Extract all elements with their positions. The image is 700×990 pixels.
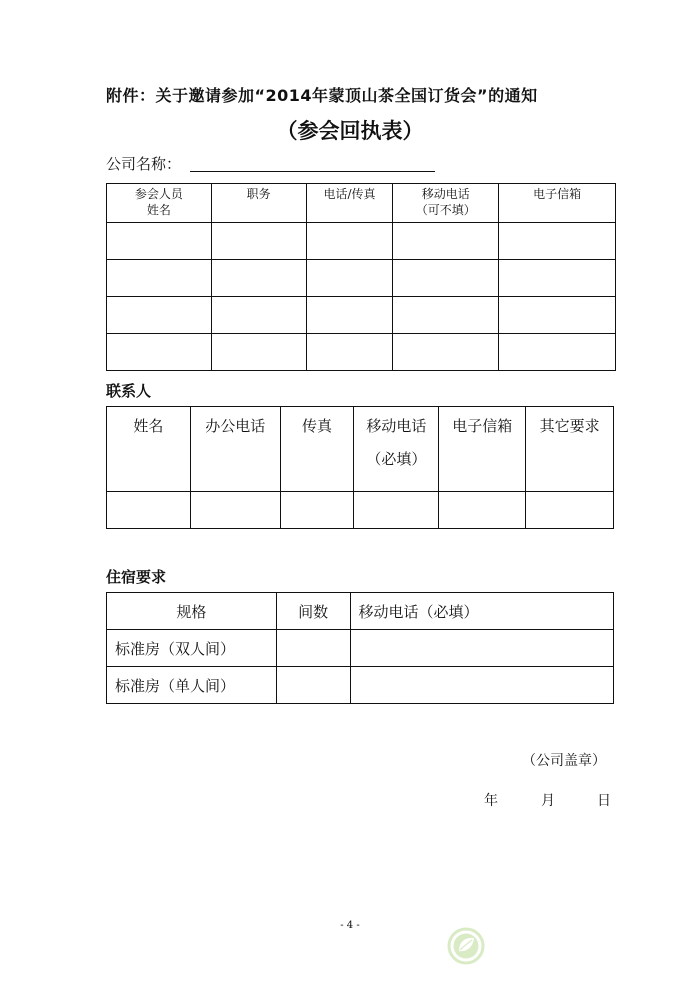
- lodging-table: [106, 592, 614, 704]
- lodging-header-type: 规格: [107, 593, 277, 630]
- required-note: （必填）: [366, 450, 427, 468]
- table-cell[interactable]: [190, 492, 280, 529]
- table-cell[interactable]: [306, 334, 393, 371]
- table-row: [107, 297, 616, 334]
- lodging-section-title: 住宿要求: [106, 568, 167, 586]
- table-row: [107, 223, 616, 260]
- table-cell[interactable]: [211, 223, 306, 260]
- lodging-header-row: [107, 593, 614, 630]
- attendees-header-email: 电子信箱: [499, 184, 616, 223]
- company-name-label: 公司名称：: [106, 155, 182, 173]
- contact-header-other: 其它要求: [526, 407, 614, 492]
- table-cell[interactable]: [306, 223, 393, 260]
- table-cell[interactable]: [350, 630, 613, 667]
- table-cell[interactable]: [526, 492, 614, 529]
- table-row: [107, 492, 614, 529]
- table-cell[interactable]: [393, 260, 499, 297]
- date-day-label: 日: [597, 793, 611, 809]
- table-cell[interactable]: [107, 223, 212, 260]
- attendees-header-mobile: 移动电话 （可不填）: [393, 184, 499, 223]
- table-cell[interactable]: [393, 297, 499, 334]
- attendees-header-name: 参会人员 姓名: [107, 184, 212, 223]
- contact-header-mobile: 移动电话 （必填）: [354, 407, 439, 492]
- contact-section-title: 联系人: [106, 382, 152, 400]
- table-row: [107, 630, 614, 667]
- contact-header-office-phone: 办公电话: [190, 407, 280, 492]
- tea-leaf-logo-icon: [446, 926, 486, 966]
- table-cell[interactable]: [107, 260, 212, 297]
- attendees-header-row: [107, 184, 616, 223]
- table-cell[interactable]: [393, 223, 499, 260]
- date-year-label: 年: [484, 793, 498, 809]
- notice-heading: 附件：关于邀请参加“2014年蒙顶山茶全国订货会”的通知: [106, 86, 538, 105]
- date-month-label: 月: [541, 793, 555, 809]
- table-cell[interactable]: [280, 492, 354, 529]
- table-row: [107, 260, 616, 297]
- table-row: [107, 334, 616, 371]
- table-cell[interactable]: [276, 667, 350, 704]
- room-type-double: 标准房（双人间）: [107, 630, 277, 667]
- table-cell[interactable]: [107, 492, 191, 529]
- attendees-header-position: 职务: [211, 184, 306, 223]
- table-cell[interactable]: [499, 260, 616, 297]
- attendees-table: [106, 183, 616, 371]
- company-name-field[interactable]: [190, 171, 435, 172]
- table-cell[interactable]: [107, 334, 212, 371]
- contact-header-email: 电子信箱: [439, 407, 526, 492]
- table-cell[interactable]: [306, 260, 393, 297]
- table-cell[interactable]: [211, 334, 306, 371]
- contact-table: [106, 406, 614, 529]
- lodging-header-rooms: 间数: [276, 593, 350, 630]
- contact-header-fax: 传真: [280, 407, 354, 492]
- table-cell[interactable]: [439, 492, 526, 529]
- lodging-header-mobile: 移动电话（必填）: [350, 593, 613, 630]
- form-title: （参会回执表）: [276, 119, 424, 143]
- table-row: [107, 667, 614, 704]
- table-cell[interactable]: [350, 667, 613, 704]
- table-cell[interactable]: [393, 334, 499, 371]
- table-cell[interactable]: [211, 297, 306, 334]
- table-cell[interactable]: [211, 260, 306, 297]
- table-cell[interactable]: [499, 223, 616, 260]
- table-cell[interactable]: [499, 297, 616, 334]
- page-number: - 4 -: [340, 920, 360, 931]
- table-cell[interactable]: [306, 297, 393, 334]
- attendees-header-phone-fax: 电话/传真: [306, 184, 393, 223]
- contact-header-row: [107, 407, 614, 492]
- table-cell[interactable]: [499, 334, 616, 371]
- table-cell[interactable]: [354, 492, 439, 529]
- table-cell[interactable]: [276, 630, 350, 667]
- table-cell[interactable]: [107, 297, 212, 334]
- room-type-single: 标准房（单人间）: [107, 667, 277, 704]
- contact-header-name: 姓名: [107, 407, 191, 492]
- company-seal-label: （公司盖章）: [522, 753, 606, 769]
